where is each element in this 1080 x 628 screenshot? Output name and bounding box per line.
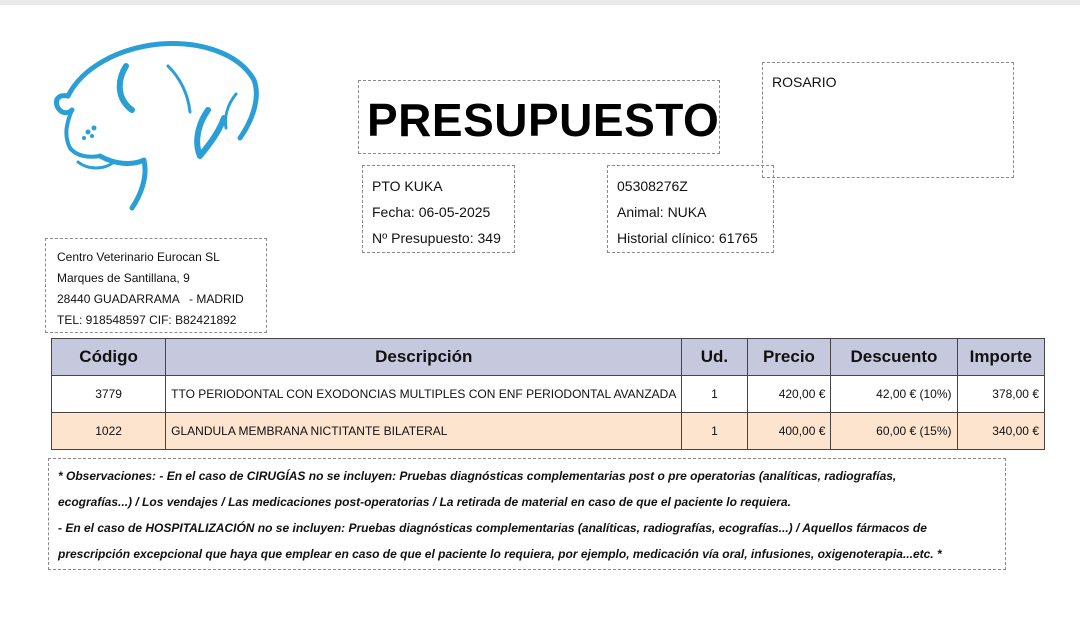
- row-discount: 42,00 € (10%): [831, 376, 957, 413]
- header-discount: Descuento: [831, 339, 957, 376]
- clinic-info: [45, 238, 267, 333]
- client-box: [762, 62, 1014, 178]
- table-row: [52, 376, 1045, 413]
- row-units: 1: [682, 413, 747, 450]
- observation-line: ecografías...) / Los vendajes / Las medicaciones post-operatorias / La retirada de material en caso de que el paciente lo requiera.: [58, 495, 791, 509]
- header-code: Código: [52, 339, 166, 376]
- header-price: Precio: [747, 339, 831, 376]
- client-name: ROSARIO: [772, 74, 837, 90]
- clinic-street: Marques de Santillana, 9: [57, 271, 190, 285]
- page-title: PRESUPUESTO: [367, 94, 720, 146]
- clinic-name: Centro Veterinario Eurocan SL: [57, 250, 220, 264]
- clinic-contact: TEL: 918548597 CIF: B82421892: [57, 313, 237, 327]
- dog-logo-icon: [48, 38, 263, 213]
- patient-history: Historial clínico: 61765: [617, 230, 758, 246]
- title-box: [358, 80, 720, 154]
- table-header-row: [52, 339, 1045, 376]
- observation-line: - En el caso de HOSPITALIZACIÓN no se incluyen: Pruebas diagnósticas complementarias (analíticas, radiografías, ecografías...) / Aquellos fármacos de: [58, 521, 927, 535]
- patient-animal: Animal: NUKA: [617, 204, 707, 220]
- row-price: 400,00 €: [747, 413, 831, 450]
- row-description: GLANDULA MEMBRANA NICTITANTE BILATERAL: [166, 413, 682, 450]
- clinic-city: 28440 GUADARRAMA - MADRID: [57, 292, 244, 306]
- table-row: [52, 413, 1045, 450]
- patient-info: [607, 165, 774, 253]
- budget-number: Nº Presupuesto: 349: [372, 230, 501, 246]
- budget-info: [362, 165, 515, 253]
- budget-date: Fecha: 06-05-2025: [372, 204, 491, 220]
- row-units: 1: [682, 376, 747, 413]
- row-code: 3779: [52, 376, 166, 413]
- row-discount: 60,00 € (15%): [831, 413, 957, 450]
- top-bar: [0, 0, 1080, 5]
- row-amount: 378,00 €: [957, 376, 1044, 413]
- row-code: 1022: [52, 413, 166, 450]
- observation-line: * Observaciones: - En el caso de CIRUGÍAS no se incluyen: Pruebas diagnósticas complementarias post o pre operatorias (analíticas, radiografías,: [58, 469, 897, 483]
- header-amount: Importe: [957, 339, 1044, 376]
- header-description: Descripción: [166, 339, 682, 376]
- items-table: [51, 338, 1045, 450]
- header-units: Ud.: [682, 339, 747, 376]
- row-amount: 340,00 €: [957, 413, 1044, 450]
- row-description: TTO PERIODONTAL CON EXODONCIAS MULTIPLES CON ENF PERIODONTAL AVANZADA: [166, 376, 682, 413]
- observations-box: [48, 458, 1006, 570]
- patient-id: 05308276Z: [617, 178, 688, 194]
- observation-line: prescripción excepcional que haya que emplear en caso de que el paciente lo requiera, por ejemplo, medicación vía oral, infusiones, oxigenoterapia...etc. *: [58, 547, 942, 561]
- row-price: 420,00 €: [747, 376, 831, 413]
- budget-name: PTO KUKA: [372, 178, 443, 194]
